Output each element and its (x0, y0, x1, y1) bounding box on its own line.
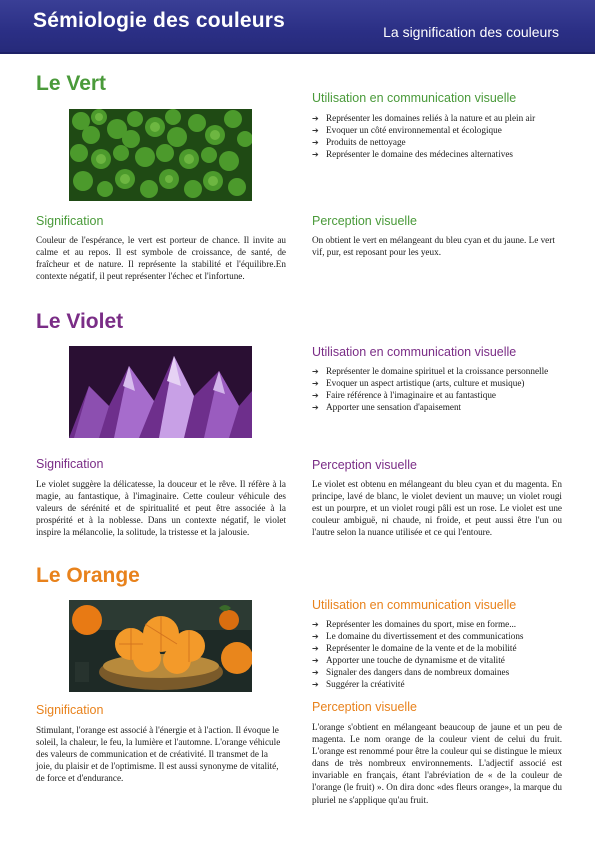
signification-text-violet: Le violet suggère la délicatesse, la douceur et le rêve. Il réfère à la magie, au fantastique, à l'imaginaire. Cette couleur véhicule des valeurs de sérénité et de spiritualité et peut être associée à la prospérité et à la noblesse. Dans un contexte négatif, le violet inspire la mélancolie, la solitude, la tristesse et la jalousie. (36, 479, 286, 538)
clover-leaves-photo (69, 109, 252, 201)
list-item: ➔ Représenter le domaine de la vente et de la mobilité (312, 642, 517, 653)
list-item: ➔ Apporter une touche de dynamisme et de vitalité (312, 654, 505, 665)
perception-text-vert: On obtient le vert en mélangeant du bleu cyan et du jaune. Le vert vif, pur, est reposant pour les yeux. (312, 235, 555, 258)
arrow-bullet-icon: ➔ (312, 114, 319, 123)
arrow-bullet-icon: ➔ (312, 631, 319, 641)
arrow-bullet-icon: ➔ (312, 667, 319, 677)
arrow-bullet-icon: ➔ (312, 378, 319, 388)
list-item: ➔ Faire référence à l'imaginaire et au fantastique (312, 389, 497, 400)
arrow-bullet-icon: ➔ (312, 137, 319, 147)
list-item: ➔ Apporter une sensation d'apaisement (312, 401, 462, 412)
page-subtitle: La signification des couleurs (383, 24, 559, 40)
arrow-bullet-icon: ➔ (312, 402, 319, 412)
list-item: ➔ Signaler des dangers dans de nombreux domaines (312, 666, 510, 677)
list-item: ➔ Représenter les domaines reliés à la nature et au plein air (312, 113, 536, 123)
utilisation-list-vert (312, 113, 562, 161)
arrow-bullet-icon: ➔ (312, 125, 319, 135)
arrow-bullet-icon: ➔ (312, 643, 319, 653)
arrow-bullet-icon: ➔ (312, 149, 319, 159)
list-item: ➔ Evoquer un côté environnemental et écologique (312, 124, 502, 135)
utilisation-title-vert: Utilisation en communication visuelle (312, 91, 517, 105)
arrow-bullet-icon: ➔ (312, 655, 319, 665)
utilisation-title-violet: Utilisation en communication visuelle (312, 345, 517, 359)
signification-title-violet: Signification (36, 457, 104, 471)
signification-text-orange: Stimulant, l'orange est associé à l'énergie et à l'action. Il évoque le soleil, la chaleur, le feu, la lumière et l'automne. L'orange véhicule des valeurs de communication et de créativité. Il transmet de la joie, du plaisir et de l'optimisme. Il est aussi synonyme de vitalité, de force et d'endurance. (36, 725, 281, 784)
arrow-bullet-icon: ➔ (312, 367, 319, 376)
signification-title-orange: Signification (36, 703, 104, 717)
page-title: Sémiologie des couleurs (33, 9, 286, 32)
perception-title-orange: Perception visuelle (312, 700, 417, 714)
tangerines-bowl-photo (69, 600, 252, 692)
list-item: ➔ Représenter le domaine spirituel et la croissance personnelle (312, 366, 549, 376)
section-title-orange: Le Orange (36, 564, 140, 587)
list-item: ➔ Suggérer la créativité (312, 678, 405, 689)
utilisation-list-violet (312, 366, 564, 414)
list-item: ➔ Représenter les domaines du sport, mise en forme... (312, 619, 517, 629)
list-item: ➔ Evoquer un aspect artistique (arts, culture et musique) (312, 377, 525, 388)
list-item: ➔ Représenter le domaine des médecines alternatives (312, 148, 513, 159)
utilisation-title-orange: Utilisation en communication visuelle (312, 598, 517, 612)
section-title-vert: Le Vert (36, 72, 107, 95)
list-item: ➔ Le domaine du divertissement et des communications (312, 630, 524, 641)
perception-text-orange: L'orange s'obtient en mélangeant beaucoup de jaune et un peu de magenta. Le nom orange de la couleur vient de celui du fruit. L'orange est renommé pour être la couleur qui se distingue le mieux dans de très nombreux environnements. L'adjectif associé est invariable en français, étant l'abréviation de « de la couleur de l'orange (le fruit) ». On dira donc «des fleurs orange», la marque du pluriel ne s'applique qu'au fruit. (312, 722, 562, 805)
arrow-bullet-icon: ➔ (312, 679, 319, 689)
signification-title-vert: Signification (36, 214, 104, 228)
utilisation-list-orange (312, 619, 564, 690)
amethyst-crystal-photo (69, 346, 252, 438)
perception-text-violet: Le violet est obtenu en mélangeant du bleu cyan et du magenta. En principe, lavé de blanc, le violet devient un mauve; un violet rougi est un pourpre, et un violet rougi pâli est un rose. Le violet est une couleur ambiguë, ni chaude, ni froide, et peut aussi être l'un ou l'autre selon la nuance utilisée et ce qui l'entoure. (312, 479, 562, 538)
signification-text-vert: Couleur de l'espérance, le vert est porteur de chance. Il invite au calme et au repos. Il est symbole de croissance, de santé, de fraîcheur et de nature. Il représente la stabilité et l'équilibre.En contexte négatif, il peut représenter l'échec et l'infortune. (36, 235, 286, 282)
page-header (0, 0, 595, 54)
list-item: ➔ Produits de nettoyage (312, 136, 406, 147)
perception-title-vert: Perception visuelle (312, 214, 417, 228)
arrow-bullet-icon: ➔ (312, 390, 319, 400)
arrow-bullet-icon: ➔ (312, 620, 319, 629)
perception-title-violet: Perception visuelle (312, 458, 417, 472)
section-title-violet: Le Violet (36, 310, 124, 333)
